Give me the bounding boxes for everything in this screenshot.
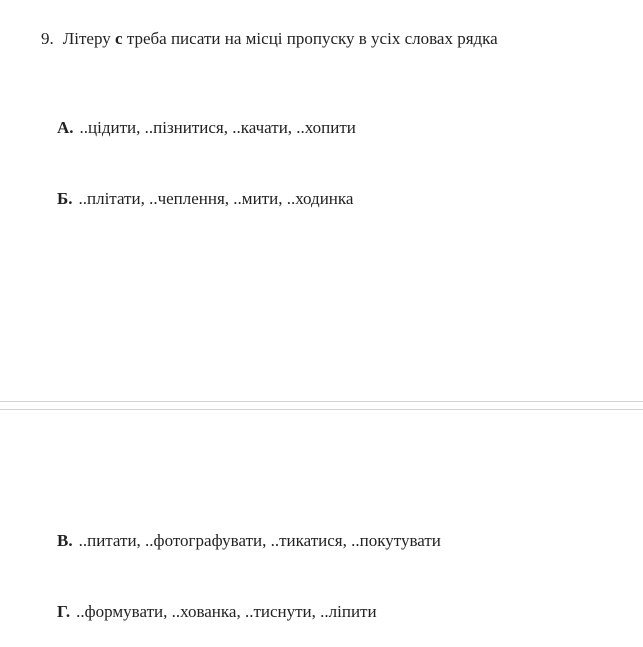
page-break-line-bottom — [0, 409, 643, 410]
option-text: ..плітати, ..чеплення, ..мити, ..ходинка — [78, 189, 354, 208]
option-label: Г. — [57, 602, 71, 621]
option-text: ..питати, ..фотографувати, ..тикатися, ..покутувати — [78, 531, 441, 550]
option-label: А. — [57, 118, 74, 137]
page-break-line-top — [0, 401, 643, 402]
question-text-before: Літеру — [62, 29, 116, 48]
question-prompt — [41, 29, 498, 49]
option-label: Б. — [57, 189, 73, 208]
answer-option-h[interactable] — [57, 602, 377, 622]
answer-option-b[interactable] — [57, 189, 353, 209]
option-text: ..формувати, ..хованка, ..тиснути, ..ліпити — [76, 602, 377, 621]
option-text: ..цідити, ..пізнитися, ..качати, ..хопити — [79, 118, 356, 137]
question-number: 9. — [41, 29, 54, 48]
question-text-after: треба писати на місці пропуску в усіх словах рядка — [122, 29, 498, 48]
question-target-letter: с — [115, 29, 123, 48]
answer-option-a[interactable] — [57, 118, 356, 138]
answer-option-v[interactable] — [57, 531, 441, 551]
option-label: В. — [57, 531, 73, 550]
